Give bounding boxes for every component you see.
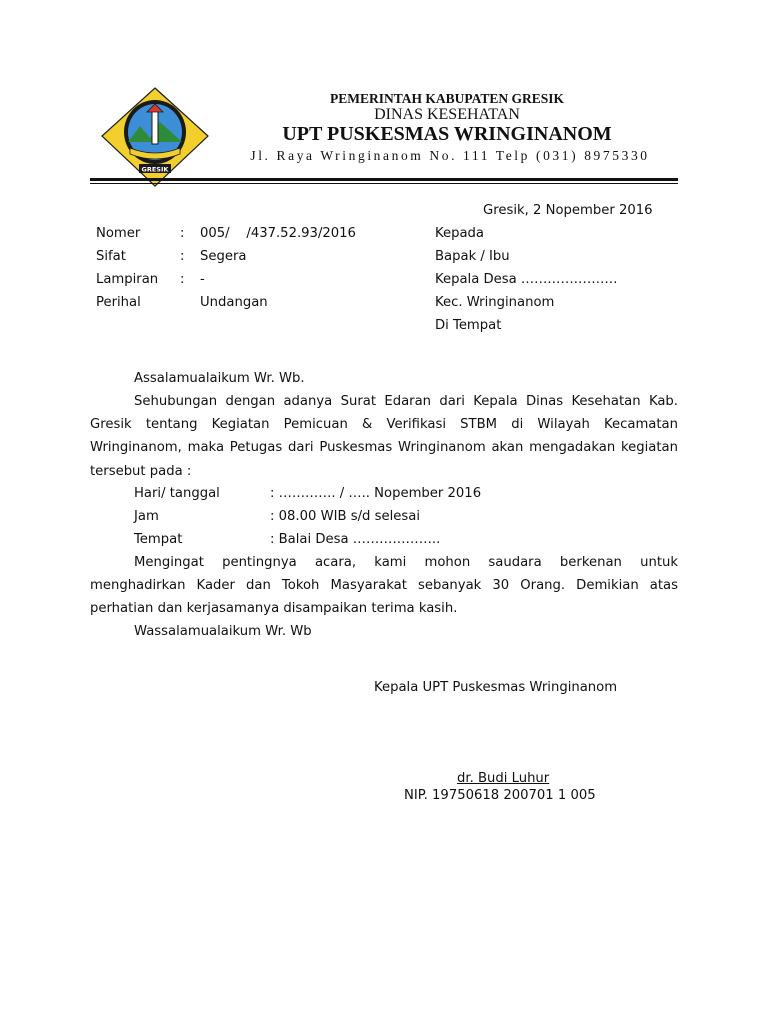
institution-heading: UPT PUSKESMAS WRINGINANOM — [282, 123, 612, 145]
greeting: Assalamualaikum Wr. Wb. — [134, 371, 305, 386]
government-heading: PEMERINTAH KABUPATEN GRESIK — [329, 91, 565, 106]
header-rule-thin — [90, 183, 678, 184]
recipient-line: Di Tempat — [435, 318, 502, 333]
meta-value-nature: Segera — [200, 249, 247, 264]
meta-label-subject: Perihal — [96, 295, 141, 310]
letter-date: Gresik, 2 Nopember 2016 — [483, 203, 653, 218]
meta-label-nature: Sifat — [96, 249, 126, 264]
department-heading: DINAS KESEHATAN — [374, 106, 520, 123]
logo-label: GRESIK — [141, 165, 169, 174]
signatory-name: dr. Budi Luhur — [457, 771, 550, 786]
body-paragraph-1: Sehubungan dengan adanya Surat Edaran dari Kepala Dinas Kesehatan Kab. Gresik tentang Kegiatan Pemicuan & Verifikasi STBM di Wilayah Kecamatan Wringinanom, maka Petugas dari Puskesmas Wringinanom akan mengadakan kegiatan tersebut pada : — [90, 394, 678, 479]
recipient-line: Bapak / Ibu — [435, 249, 510, 264]
detail-value-date: : …………. / ….. Nopember 2016 — [270, 486, 482, 501]
detail-value-place: : Balai Desa ……………….. — [270, 532, 441, 547]
recipient-line: Kepala Desa …………………. — [435, 272, 618, 287]
gresik-regency-emblem — [100, 86, 210, 188]
closing-salutation: Wassalamualaikum Wr. Wb — [134, 624, 312, 639]
body-paragraph-2: Mengingat pentingnya acara, kami mohon saudara berkenan untuk menghadirkan Kader dan Tokoh Masyarakat sebanyak 30 Orang. Demikian atas perhatian dan kerjasamanya disampaikan terima kasih. — [90, 555, 678, 617]
signatory-nip: NIP. 19750618 200701 1 005 — [404, 788, 596, 803]
address-line: Jl. Raya Wringinanom No. 111 Telp (031) 8975330 — [250, 148, 650, 163]
meta-separator: : — [180, 249, 185, 264]
meta-separator: : — [180, 272, 185, 287]
meta-label-number: Nomer — [96, 226, 141, 241]
meta-value-attachment: - — [200, 272, 205, 287]
meta-label-attachment: Lampiran — [96, 272, 159, 287]
signatory-title: Kepala UPT Puskesmas Wringinanom — [374, 680, 618, 695]
meta-value-subject: Undangan — [200, 295, 268, 310]
detail-label-place: Tempat — [134, 532, 183, 547]
detail-value-time: : 08.00 WIB s/d selesai — [270, 509, 421, 524]
detail-label-time: Jam — [134, 509, 159, 524]
recipient-line: Kec. Wringinanom — [435, 295, 555, 310]
header-rule-thick — [90, 178, 678, 181]
meta-separator: : — [180, 226, 185, 241]
detail-label-date: Hari/ tanggal — [134, 486, 220, 501]
recipient-line: Kepada — [435, 226, 485, 241]
meta-value-number: 005/ /437.52.93/2016 — [200, 226, 356, 241]
